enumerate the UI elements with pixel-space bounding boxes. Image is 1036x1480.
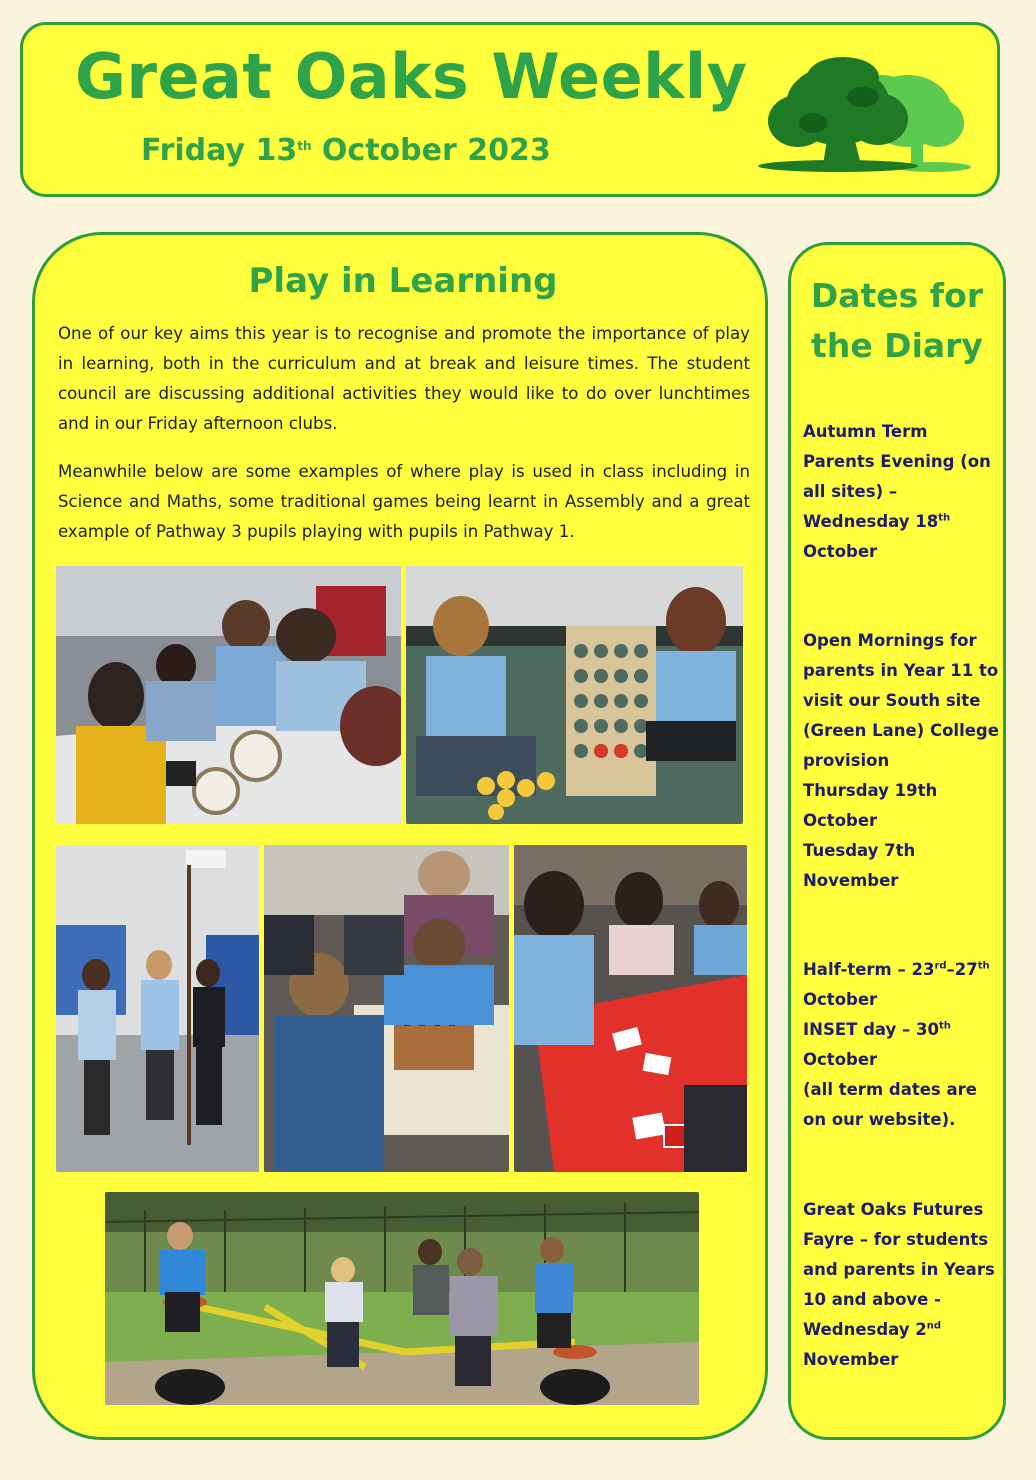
diary-item-open-mornings: Open Mornings for parents in Year 11 to visit our South site (Green Lane) College provision Thursday 19th October Tuesday 7th November	[803, 631, 999, 890]
play-in-learning-panel	[32, 232, 768, 1440]
section-title: Play in Learning	[248, 261, 558, 301]
card-game-photo	[514, 845, 747, 1172]
diary-item-parents-evening: Autumn Term Parents Evening (on all sites) – Wednesday 18th October	[803, 422, 991, 561]
connect-four-photo	[406, 566, 743, 824]
intro-paragraph: One of our key aims this year is to recognise and promote the importance of play in learning, both in the curriculum and at break and leisure times. The student council are discussing additional activities they would like to do over lunchtimes and in our Friday afternoon clubs.	[58, 324, 750, 433]
masthead	[20, 22, 1000, 197]
classroom-game-photo	[56, 845, 259, 1172]
dates-for-the-diary-panel	[788, 242, 1006, 1440]
playground-photo	[105, 1192, 699, 1405]
examples-paragraph: Meanwhile below are some examples of where play is used in class including in Science and Maths, some traditional games being learnt in Assembly and a great example of Pathway 3 pupils playing with pupils in Pathway 1.	[58, 462, 750, 541]
sidebar-title: Dates for the Diary	[810, 276, 984, 365]
science-class-photo	[56, 566, 401, 824]
diary-item-futures-fayre: Great Oaks Futures Fayre – for students and parents in Years 10 and above - Wednesday 2nd November	[803, 1200, 995, 1369]
newsletter-title: Great Oaks Weekly	[75, 40, 748, 113]
diary-item-half-term: Half-term – 23rd–27th October INSET day – 30th October (all term dates are on our website).	[803, 960, 990, 1129]
issue-date: Friday 13th October 2023	[141, 133, 551, 168]
chess-game-photo	[264, 845, 509, 1172]
oak-tree-logo	[743, 53, 973, 173]
